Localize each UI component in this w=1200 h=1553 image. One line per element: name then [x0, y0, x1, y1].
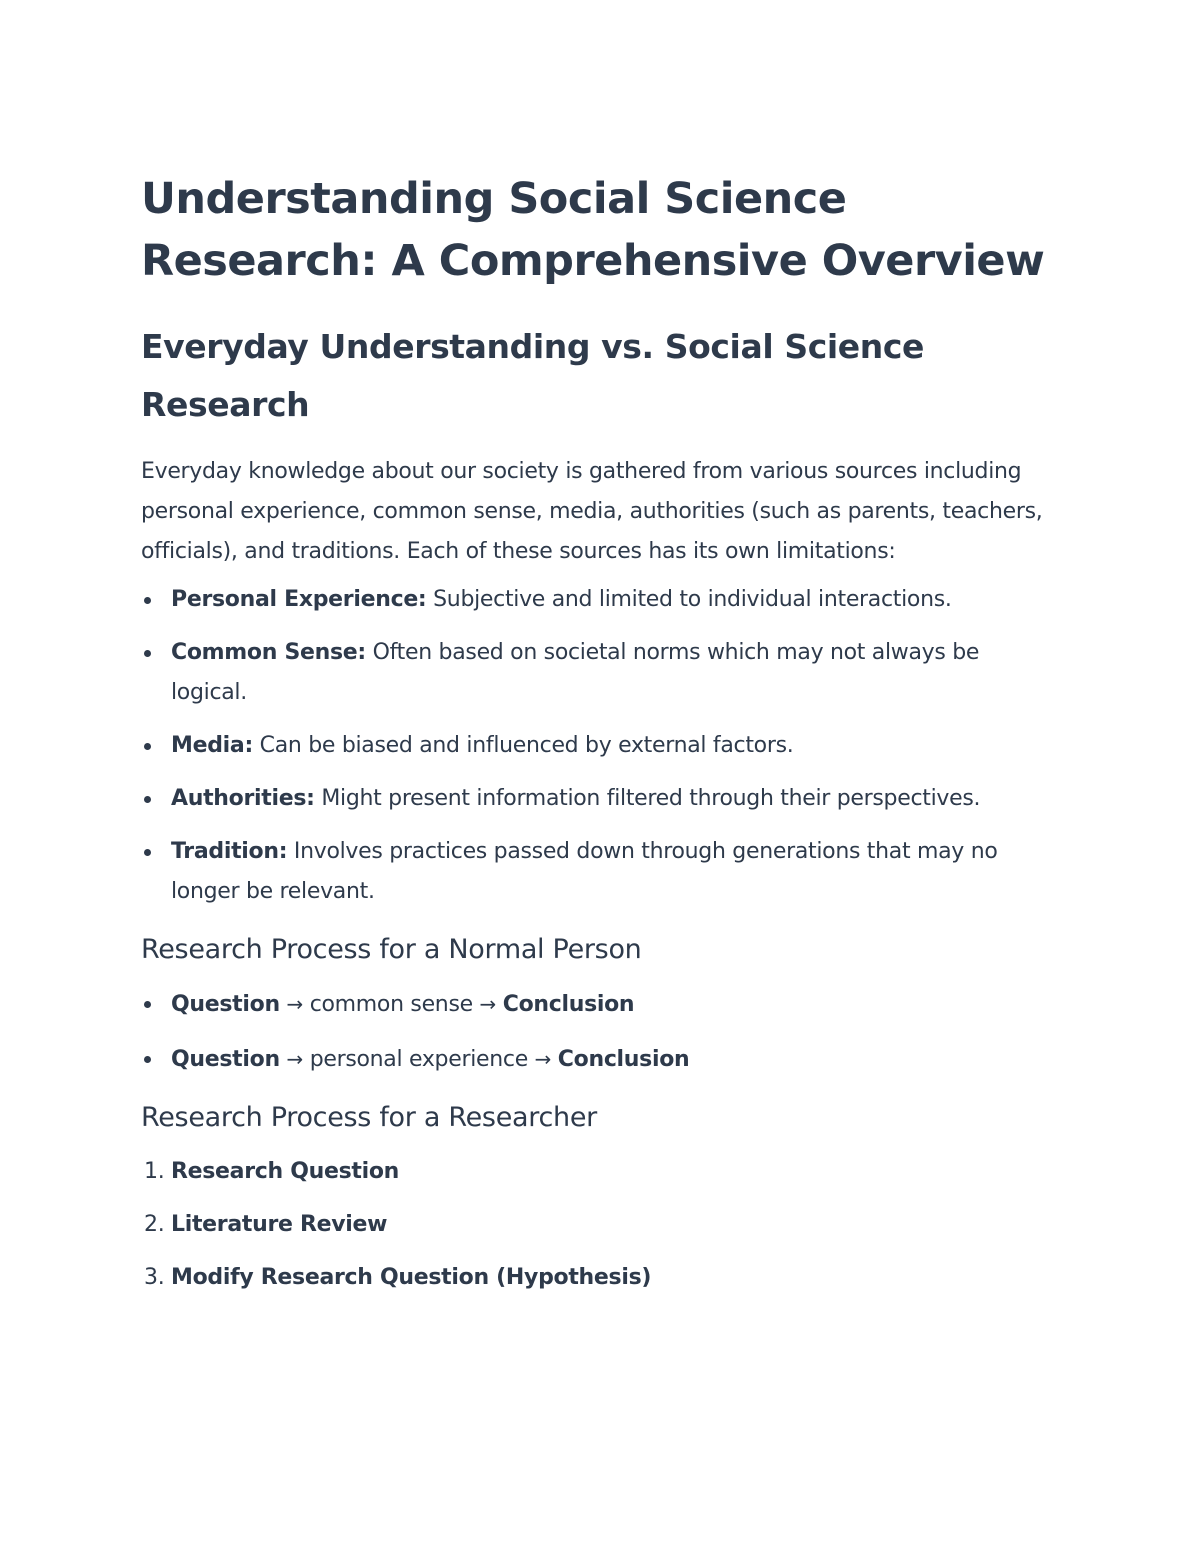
step-number: 1. — [144, 1159, 165, 1184]
arrow-right-icon: → — [534, 1047, 552, 1071]
step-number: 3. — [144, 1265, 165, 1290]
intro-paragraph: Everyday knowledge about our society is gathered from various sources including personal experience, common sense, media, authorities (such as parents, teachers, officials), and traditions. Each of these sources has its own limitations: — [141, 459, 1043, 564]
arrow-right-icon: → — [286, 992, 303, 1016]
list-item — [141, 832, 1061, 912]
arrow-right-icon: → — [286, 1047, 303, 1071]
process-middle: personal experience — [303, 1047, 535, 1072]
arrow-right-icon: → — [479, 992, 497, 1016]
process-start: Question — [171, 1047, 280, 1072]
list-item — [141, 726, 1061, 766]
researcher-process-list — [141, 1152, 1061, 1298]
list-item — [141, 1258, 1061, 1298]
list-item — [141, 1152, 1061, 1192]
process-middle: common sense — [303, 992, 480, 1017]
list-item — [141, 984, 1061, 1025]
list-item — [141, 633, 1061, 713]
limitation-term: Tradition: — [171, 839, 288, 864]
list-item — [141, 1039, 1061, 1080]
limitation-term: Personal Experience: — [171, 587, 427, 612]
limitation-term: Common Sense: — [171, 640, 366, 665]
list-item — [141, 779, 1061, 819]
section-heading-normal-process: Research Process for a Normal Person — [141, 934, 642, 965]
step-number: 2. — [144, 1212, 165, 1237]
limitation-term: Media: — [171, 733, 253, 758]
limitation-text: Can be biased and influenced by external factors. — [252, 733, 794, 758]
list-item — [141, 580, 1061, 620]
document-page — [141, 168, 1061, 1298]
limitation-text: Often based on societal norms which may not always be logical. — [171, 640, 980, 705]
process-start: Question — [171, 992, 280, 1017]
list-item — [141, 1205, 1061, 1245]
limitation-text: Subjective and limited to individual interactions. — [426, 587, 952, 612]
normal-process-list — [141, 984, 1061, 1080]
limitations-list — [141, 580, 1061, 912]
section-heading-everyday: Everyday Understanding vs. Social Science Research — [141, 327, 924, 424]
process-end: Conclusion — [502, 992, 635, 1017]
limitation-text: Involves practices passed down through generations that may no longer be relevant. — [171, 839, 998, 904]
step-label: Modify Research Question (Hypothesis) — [171, 1265, 652, 1290]
document-title: Understanding Social Science Research: A Comprehensive Overview — [141, 174, 1045, 286]
section-heading-researcher-process: Research Process for a Researcher — [141, 1102, 597, 1133]
limitation-term: Authorities: — [171, 786, 315, 811]
step-label: Literature Review — [171, 1212, 388, 1237]
step-label: Research Question — [171, 1159, 400, 1184]
limitation-text: Might present information filtered through their perspectives. — [314, 786, 981, 811]
process-end: Conclusion — [557, 1047, 690, 1072]
